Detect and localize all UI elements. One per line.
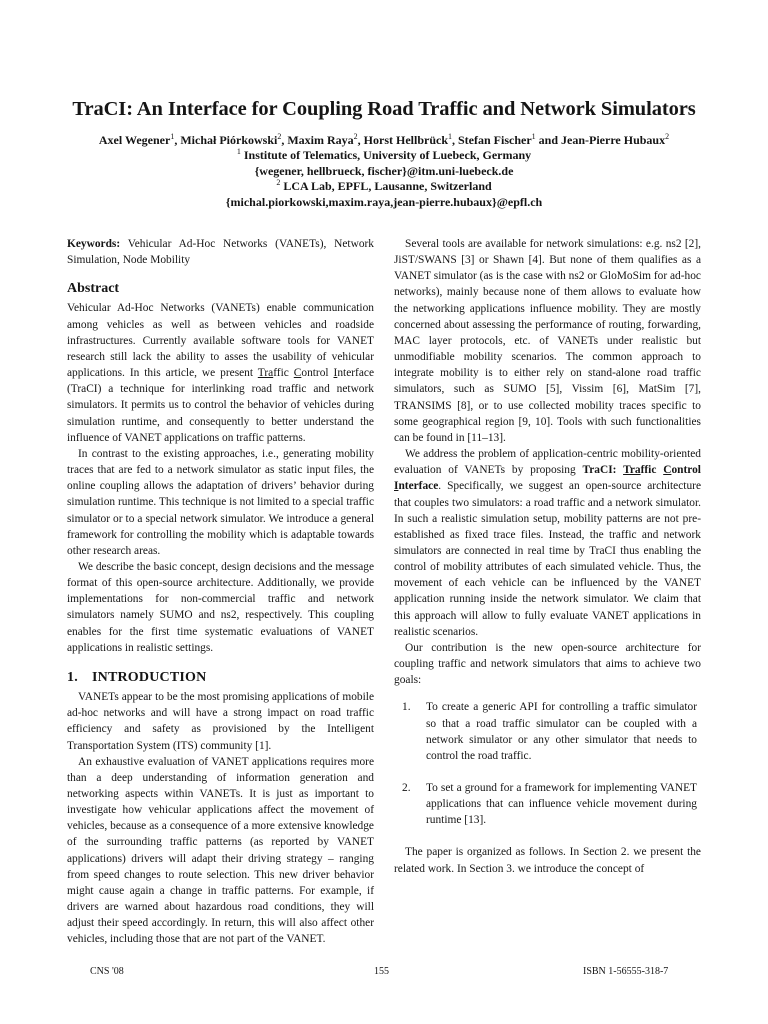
intro-paragraph-6: The paper is organized as follows. In Section 2. we present the related work. In Section 3. we introduce the concept of bbox=[394, 846, 701, 875]
author-names bbox=[20, 133, 748, 148]
author-block bbox=[20, 133, 748, 210]
intro-paragraph-2: An exhaustive evaluation of VANET applications requires more than a deep understanding of information generation and networking aspects within VANETs. It is just as important to investigate how vehicular applications affect the movement of vehicles, because as a consequence of a more extensive knowledge of the surrounding traffic patterns (as reported by VANET applications) drivers will adapt their driving strategy – ranging from speed changes to route selection. This new driver behavior might cause again a change in traffic patterns. For example, if drivers are warned about hazardous road conditions, they will adjust their speed accordingly. In return, this will also affect other vehicles, including those that are not part of the VANET. bbox=[67, 755, 374, 946]
abstract-paragraph-1: Vehicular Ad-Hoc Networks (VANETs) enable communication among vehicles as well as between vehicles and roadside infrastructures. Currently available software tools for VANET research still lack the ability to asses the usability of vehicular applications. In this article, we present Traffic Control Interface (TraCI) a technique for interlinking road traffic and network simulators. It permits us to control the behavior of vehicles during simulation runtime, and consequently to better understand the influence of VANET applications on traffic patterns. bbox=[67, 302, 374, 444]
footer-page-number: 155 bbox=[374, 966, 389, 977]
author-4: , Horst Hellbrück bbox=[357, 133, 448, 147]
author-6-affil: 2 bbox=[665, 132, 670, 141]
keywords-text: Vehicular Ad-Hoc Networks (VANETs), Network Simulation, Node Mobility bbox=[67, 238, 374, 267]
keywords-label: Keywords: bbox=[67, 238, 121, 250]
author-4-affil: 1 bbox=[448, 132, 452, 141]
right-column bbox=[394, 236, 701, 877]
abstract-heading: Abstract bbox=[67, 281, 120, 297]
affiliation-1: $^1$ Institute of Telematics, University of Luebeck, Germany bbox=[236, 147, 532, 163]
goals-list bbox=[394, 699, 701, 828]
author-6: and Jean-Pierre Hubaux bbox=[535, 133, 666, 147]
intro-paragraph-3: Several tools are available for network simulations: e.g. ns2 [2], JiST/SWANS [3] or Shawn [4]. But none of them qualifies as a VANET simulator (as is the case with ns2 or GloMoSim for ad-hoc networks), mainly because none of them allows to evaluate how the networking applications influence mobility. They are mostly concerned about assessing the performance of routing, forwarding, MAC layer protocols, etc. of VANETs under realistic but unmodifiable mobility scenarios. The common approach to integrate mobility is to either rely on stand-alone road traffic simulators, such as SUMO [5], Vissim [6], MatSim [7], TRANSIMS [8], or to use collected mobility traces specific to some geographical region [9, 10]. Tools with such functionalities can be found in [11–13]. bbox=[394, 238, 701, 444]
abstract-paragraph-3: We describe the basic concept, design decisions and the message format of this open-source architecture. Additionally, we provide implementations for non-commercial traffic and network simulators namely SUMO and ns2, respectively. This coupling enables for the first time systematic evaluations of VANET applications in realistic settings. bbox=[67, 560, 374, 654]
footer-conference: CNS '08 bbox=[90, 966, 124, 977]
author-3: , Maxim Raya bbox=[281, 133, 354, 147]
list-item: 2. To set a ground for a framework for implementing VANET applications that can influence vehicle movement during runtime [13]. bbox=[402, 782, 697, 827]
author-5: , Stefan Fischer bbox=[452, 133, 532, 147]
abstract-paragraph-2: In contrast to the existing approaches, i.e., generating mobility traces that are fed to a network simulator as static input files, the online coupling allows the adaptation of drivers’ behavior during simulation runtime. This technique is not limited to a special traffic simulator or to a special network simulator. We introduce a general framework for controlling the mobility which is adaptable towards other research areas. bbox=[67, 447, 374, 557]
author-5-affil: 1 bbox=[531, 132, 536, 141]
paper-title: TraCI: An Interface for Coupling Road Traffic and Network Simulators bbox=[72, 98, 696, 120]
footer-isbn: ISBN 1-56555-318-7 bbox=[583, 966, 669, 977]
left-column bbox=[67, 236, 374, 948]
author-1-affil: 1 bbox=[170, 132, 175, 141]
affiliation-2: $^2$ LCA Lab, EPFL, Lausanne, Switzerland bbox=[276, 178, 492, 194]
intro-paragraph-5: Our contribution is the new open-source architecture for coupling traffic and network simulators that aims to achieve two goals: bbox=[394, 641, 701, 687]
keywords bbox=[67, 236, 374, 268]
intro-heading bbox=[67, 670, 374, 686]
intro-paragraph-4: We address the problem of application-centric mobility-oriented evaluation of VANETs by proposing TraCI: Traffic Control Interface. Specifically, we suggest an open-source architecture that couples two simulators: a road traffic and a network simulator. In such a realistic simulation setup, mobility patterns are not pre-established as fixed trace files. Instead, the traffic and network simulators are connected in real time by TraCI thus enabling the control of mobility attributes of each simulated vehicle. Thus, the movement of each vehicle can be influenced by the VANET application running inside the network simulator. We claim that this approach will allow to fully evaluate VANET applications in realistic scenarios. bbox=[394, 448, 701, 638]
author-3-affil: 2 bbox=[353, 132, 358, 141]
intro-section-number: 1. bbox=[67, 669, 78, 685]
list-item: 1. To create a generic API for controlling a traffic simulator so that a road traffic simulator can be coupled with a network simulator or any other simulator that needs to control the road traffic. bbox=[402, 701, 697, 762]
intro-paragraph-1: VANETs appear to be the most promising applications of mobile ad-hoc networks and will have a strong impact on road traffic efficiency and safety as provisioned by the Intelligent Transportation System (ITS) community [1]. bbox=[67, 691, 374, 752]
author-2: , Michał Piórkowski bbox=[174, 133, 278, 147]
author-1: Axel Wegener bbox=[98, 133, 171, 147]
author-2-affil: 2 bbox=[277, 132, 282, 141]
intro-section-title: INTRODUCTION bbox=[92, 669, 207, 685]
email-1: {wegener, hellbrueck, fischer}@itm.uni-luebeck.de bbox=[254, 163, 514, 178]
email-2: {michal.piorkowski,maxim.raya,jean-pierre.hubaux}@epfl.ch bbox=[225, 194, 543, 209]
